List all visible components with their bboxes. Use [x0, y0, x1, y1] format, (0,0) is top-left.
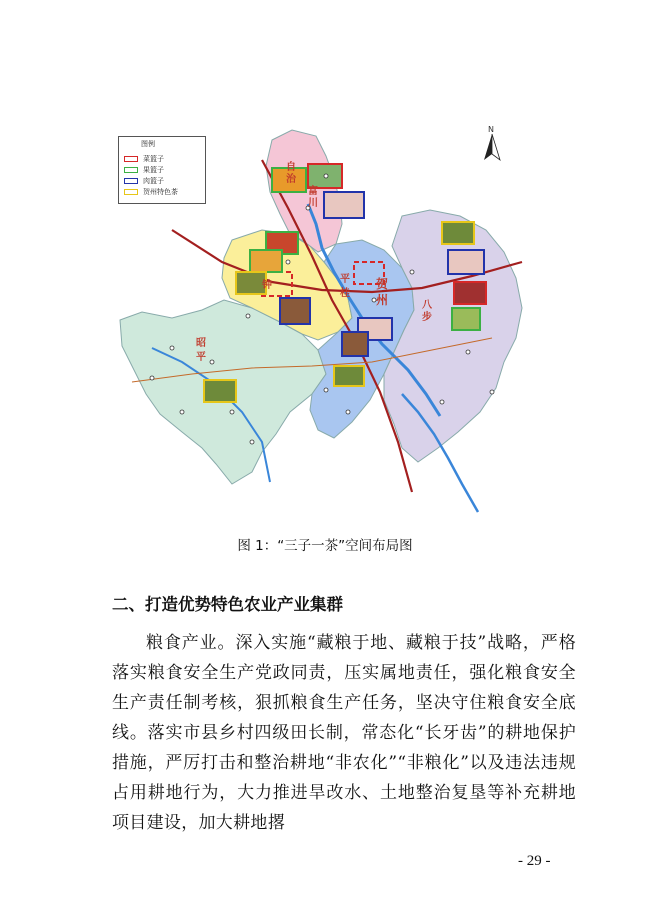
legend-swatch-yellow	[124, 189, 138, 195]
legend-swatch-blue	[124, 178, 138, 184]
label-fuchuan-3: 自	[286, 162, 296, 173]
box-meat-fuchuan	[324, 192, 364, 218]
label-hezhou-1: 贺	[376, 277, 389, 291]
label-zhaoping-1: 昭	[196, 338, 206, 349]
legend-item-meat	[124, 176, 164, 186]
label-hezhou-2: 州	[376, 293, 389, 307]
box-tea-zhaoping	[204, 380, 236, 402]
north-label: N	[488, 125, 494, 134]
box-fruit-babu	[452, 308, 480, 330]
legend-swatch-green	[124, 167, 138, 173]
figure-caption: 图 1：“三子一茶”空间布局图	[237, 538, 413, 554]
box-meat-pinggui-2	[342, 332, 368, 356]
north-arrow-icon	[484, 134, 500, 160]
label-babu-1: 八	[422, 300, 432, 311]
section-heading: 二、打造优势特色农业产业集群	[112, 595, 343, 614]
label-zhongshan-1: 钟	[262, 280, 272, 291]
legend-label: 贺州特色茶	[143, 188, 178, 196]
label-babu-2: 步	[422, 312, 432, 323]
box-veg-babu	[454, 282, 486, 304]
legend-item-tea	[124, 187, 178, 197]
body-paragraph: 粮食产业。深入实施“藏粮于地、藏粮于技”战略，严格落实粮食安全生产党政同责，压实属地责任，强化粮食安全生产责任制考核，狠抓粮食生产任务，坚决守住粮食安全底线。落实市县乡村四级田长制，常态化“长牙齿”的耕地保护措施，严厉打击和整治耕地“非农化”“非粮化”以及违法违规占用耕地行为，大力推进旱改水、土地整治复垦等补充耕地项目建设，加大耕地撂	[112, 633, 576, 833]
label-zhaoping-2: 平	[196, 352, 206, 363]
box-meat-zhongshan	[280, 298, 310, 324]
map-legend	[118, 136, 206, 204]
legend-label: 肉篮子	[143, 177, 164, 185]
label-fuchuan-4: 治	[286, 174, 296, 185]
legend-label: 菜篮子	[143, 155, 164, 163]
region-babu	[384, 210, 522, 462]
box-tea-pinggui	[334, 366, 364, 386]
label-fuchuan-1: 富	[308, 186, 318, 197]
legend-swatch-red	[124, 156, 138, 162]
label-pinggui-2: 桂	[340, 288, 350, 299]
box-fruit-zhongshan-2	[250, 250, 282, 272]
legend-title: 图例	[141, 140, 155, 148]
label-fuchuan-2: 川	[308, 198, 318, 209]
label-pinggui-1: 平	[340, 274, 350, 285]
legend-label: 果篮子	[143, 166, 164, 174]
legend-item-fruit	[124, 165, 164, 175]
box-meat-babu	[448, 250, 484, 274]
page-number: - 29 -	[518, 853, 551, 869]
box-tea-babu	[442, 222, 474, 244]
legend-item-veg	[124, 154, 164, 164]
